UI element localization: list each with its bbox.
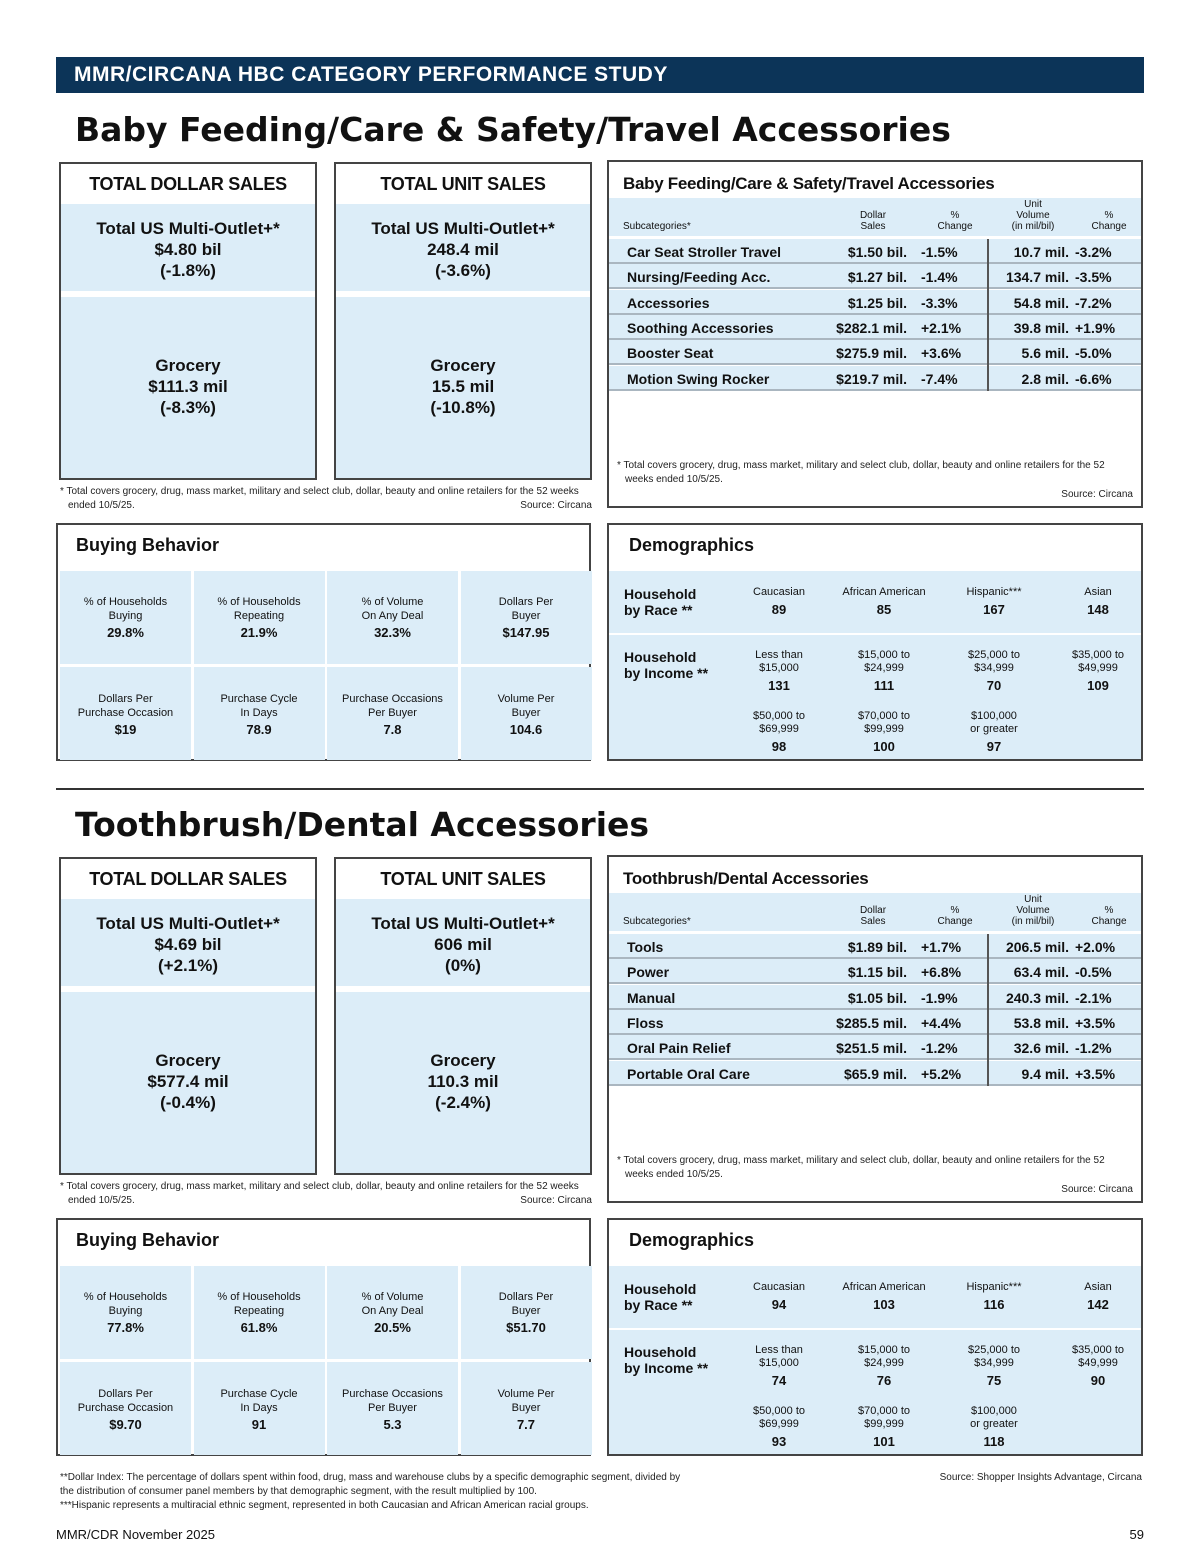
income-index-value: 101: [873, 1434, 895, 1449]
grocery-value: $577.4 mil: [147, 1072, 229, 1091]
subcategory-row: [609, 290, 1141, 315]
subcategory-row: [609, 1010, 1141, 1035]
row-unit-change: -3.5%: [1075, 269, 1112, 286]
income-label: Household by Income **: [624, 1344, 709, 1376]
income-index-value: 100: [873, 739, 895, 754]
race-index-value: 116: [983, 1297, 1005, 1312]
demographics-panel: [607, 1218, 1143, 1456]
row-name: Tools: [627, 939, 664, 955]
income-item: $25,000 to $34,999 70: [934, 649, 1054, 692]
income-index-value: 93: [771, 1434, 787, 1449]
row-name: Manual: [627, 989, 676, 1006]
subcategory-row: [609, 239, 1141, 264]
footnote-dollar-index: **Dollar Index: The percentage of dollars spent within food, drug, mass and warehouse clubs by a specific demographic segment, divided by the distribution of consumer panel members by that demographic segment, with the result multiplied by 100. ***Hispanic represents a multiracial ethnic segment, represented in both Caucasian and African American racial groups.: [60, 1472, 681, 1511]
race-item: Hispanic*** 116: [934, 1281, 1054, 1311]
subcategory-footnote: * Total covers grocery, drug, mass market, military and select club, dollar, beauty and online retailers for the 52 weeks ended 10/5/25.: [617, 1155, 1105, 1180]
row-dollar-change: -7.4%: [921, 370, 958, 387]
row-dollar-change: +2.1%: [921, 319, 962, 336]
row-dollar-change: -1.4%: [921, 269, 958, 286]
page-banner: MMR/CIRCANA HBC CATEGORY PERFORMANCE STUDY: [56, 57, 1144, 93]
subcategory-table: [607, 855, 1143, 1203]
column-divider: [987, 934, 989, 1086]
buying-metric: Dollars Per Buyer $147.95: [461, 571, 592, 664]
row-unit-change: -0.5%: [1075, 964, 1112, 981]
buying-metric: % of Volume On Any Deal 20.5%: [327, 1266, 458, 1359]
race-index-value: 142: [1087, 1297, 1109, 1312]
grocery-value: $111.3 mil: [148, 377, 228, 396]
us-label: Total US Multi-Outlet+*: [371, 219, 555, 238]
income-item: $25,000 to $34,999 75: [934, 1344, 1054, 1387]
race-item: African American 103: [824, 1281, 944, 1311]
subcategory-table: [607, 160, 1143, 508]
buying-metric-value: 104.6: [509, 722, 543, 737]
us-value: $4.69 bil: [154, 935, 222, 954]
subcategory-row: [609, 340, 1141, 365]
buying-metric: Dollars Per Purchase Occasion $19: [60, 667, 191, 760]
income-label: Household by Income **: [624, 649, 709, 681]
subcategory-row: [609, 985, 1141, 1010]
row-dollar-sales: $1.15 bil.: [847, 964, 907, 981]
income-index-value: 90: [1090, 1373, 1106, 1388]
race-index-value: 167: [983, 602, 1005, 617]
buying-metric-value: 61.8%: [240, 1320, 278, 1335]
subcategory-title: Baby Feeding/Care & Safety/Travel Accessories: [623, 174, 995, 193]
grocery-label: Grocery: [430, 1051, 496, 1070]
income-item: $50,000 to $69,999 93: [719, 1405, 839, 1448]
buying-metric: Volume Per Buyer 7.7: [461, 1362, 592, 1455]
subcategory-row: [609, 264, 1141, 289]
subcategory-row: [609, 959, 1141, 984]
buying-behavior-panel: [56, 1218, 591, 1456]
income-index-value: 109: [1087, 678, 1109, 693]
row-dollar-change: -1.2%: [921, 1040, 958, 1057]
subcategory-row: [609, 934, 1141, 959]
us-multi-outlet-panel: [61, 899, 315, 989]
buying-metric-value: 78.9: [246, 722, 272, 737]
race-label: Household by Race **: [624, 1281, 697, 1313]
sales-footnote: * Total covers grocery, drug, mass market, military and select club, dollar, beauty and online retailers for the 52 weeks ended 10/5/25. Source: Circana: [60, 1181, 592, 1206]
us-change: (-3.6%): [435, 261, 491, 280]
sales-box-heading: TOTAL UNIT SALES: [336, 164, 590, 204]
grocery-value: 15.5 mil: [431, 377, 495, 396]
buying-metric: % of Households Repeating 21.9%: [194, 571, 325, 664]
row-dollar-sales: $285.5 mil.: [836, 1014, 907, 1031]
income-item: Less than $15,000 74: [719, 1344, 839, 1387]
subcategory-row: [609, 1061, 1141, 1086]
subcategory-row: [609, 1035, 1141, 1060]
us-label: Total US Multi-Outlet+*: [96, 914, 280, 933]
race-item: African American 85: [824, 586, 944, 616]
us-label: Total US Multi-Outlet+*: [96, 219, 280, 238]
buying-metric-value: 29.8%: [107, 625, 144, 640]
col-subcategories: Subcategories*: [623, 916, 691, 927]
demographics-title: Demographics: [629, 535, 755, 555]
income-item: $100,000 or greater 118: [934, 1405, 1054, 1448]
race-index-value: 89: [771, 602, 787, 617]
buying-metric: % of Households Repeating 61.8%: [194, 1266, 325, 1359]
us-change: (0%): [445, 956, 481, 975]
race-index-value: 85: [876, 602, 892, 617]
buying-metric-value: 77.8%: [107, 1320, 144, 1335]
row-unit-change: -2.1%: [1075, 989, 1112, 1006]
income-item: $70,000 to $99,999 100: [824, 710, 944, 753]
section-title: Baby Feeding/Care & Safety/Travel Accessories: [75, 110, 951, 149]
col-unit-volume: Unit Volume (in mil/bil): [1011, 894, 1055, 927]
row-unit-volume: 206.5 mil.: [1005, 939, 1069, 955]
row-dollar-sales: $1.05 bil.: [847, 989, 907, 1006]
income-index-value: 97: [986, 739, 1002, 754]
row-dollar-sales: $1.89 bil.: [847, 939, 907, 955]
buying-metric: Purchase Cycle In Days 78.9: [194, 667, 325, 760]
row-dollar-sales: $65.9 mil.: [843, 1065, 907, 1082]
income-index-value: 75: [986, 1373, 1002, 1388]
row-unit-volume: 5.6 mil.: [1021, 345, 1069, 362]
row-dollar-sales: $1.25 bil.: [847, 294, 907, 311]
row-unit-volume: 2.8 mil.: [1021, 370, 1069, 387]
footnote-source: Source: Shopper Insights Advantage, Circana: [939, 1472, 1142, 1483]
sales-source: Source: Circana: [520, 500, 592, 511]
us-multi-outlet-panel: [61, 204, 315, 294]
grocery-change: (-8.3%): [160, 398, 216, 417]
us-change: (-1.8%): [160, 261, 216, 280]
row-unit-volume: 63.4 mil.: [1013, 964, 1069, 981]
section-title: Toothbrush/Dental Accessories: [75, 805, 650, 844]
col-dollar-sales: Dollar Sales: [859, 905, 887, 927]
us-label: Total US Multi-Outlet+*: [371, 914, 555, 933]
income-index-value: 131: [768, 678, 790, 693]
buying-behavior-panel: [56, 523, 591, 761]
row-name: Floss: [627, 1014, 664, 1031]
row-name: Car Seat Stroller Travel: [627, 244, 782, 260]
grocery-panel: [336, 992, 590, 1173]
row-dollar-sales: $275.9 mil.: [836, 345, 907, 362]
row-unit-volume: 53.8 mil.: [1013, 1014, 1069, 1031]
subcategory-title: Toothbrush/Dental Accessories: [623, 869, 869, 888]
row-dollar-change: -1.9%: [921, 989, 958, 1006]
row-unit-change: +3.5%: [1075, 1065, 1116, 1082]
income-index-value: 70: [986, 678, 1002, 693]
section-divider: [56, 788, 1144, 790]
col-dollar-sales: Dollar Sales: [859, 210, 887, 232]
buying-metric-value: $19: [114, 722, 137, 737]
row-name: Booster Seat: [627, 345, 714, 362]
income-item: $35,000 to $49,999 109: [1038, 649, 1158, 692]
buying-metric-value: 32.3%: [374, 625, 411, 640]
buying-metric-value: $147.95: [502, 625, 550, 640]
demographics-title: Demographics: [629, 1230, 755, 1250]
race-item: Caucasian 94: [719, 1281, 839, 1311]
row-unit-change: +3.5%: [1075, 1014, 1116, 1031]
demographics-panel: [607, 523, 1143, 761]
subcategory-source: Source: Circana: [1061, 1184, 1133, 1195]
row-dollar-sales: $1.27 bil.: [847, 269, 907, 286]
row-name: Oral Pain Relief: [627, 1040, 731, 1057]
race-index-value: 103: [873, 1297, 895, 1312]
row-dollar-change: -3.3%: [921, 294, 958, 311]
row-unit-change: +1.9%: [1075, 319, 1116, 336]
subcategory-footnote: * Total covers grocery, drug, mass market, military and select club, dollar, beauty and online retailers for the 52 weeks ended 10/5/25.: [617, 460, 1105, 485]
income-index-value: 118: [983, 1434, 1005, 1449]
row-unit-volume: 9.4 mil.: [1021, 1065, 1069, 1082]
buying-metric-value: 91: [251, 1417, 267, 1432]
grocery-change: (-10.8%): [430, 398, 496, 417]
us-value: 248.4 mil: [427, 240, 499, 259]
buying-metric: Purchase Occasions Per Buyer 7.8: [327, 667, 458, 760]
row-unit-change: -1.2%: [1075, 1040, 1112, 1057]
income-item: $15,000 to $24,999 76: [824, 1344, 944, 1387]
buying-metric: % of Volume On Any Deal 32.3%: [327, 571, 458, 664]
income-index-value: 98: [771, 739, 787, 754]
row-name: Soothing Accessories: [627, 319, 774, 336]
grocery-label: Grocery: [155, 1051, 221, 1070]
buying-metric: Purchase Occasions Per Buyer 5.3: [327, 1362, 458, 1455]
row-name: Power: [627, 964, 670, 981]
row-name: Accessories: [627, 294, 710, 311]
footer-publication: MMR/CDR November 2025: [56, 1527, 215, 1542]
buying-behavior-title: Buying Behavior: [76, 535, 220, 555]
row-unit-change: -6.6%: [1075, 370, 1112, 387]
subcategory-header: [609, 893, 1141, 931]
subcategory-header: [609, 198, 1141, 236]
total-unit-sales-box: [334, 857, 592, 1175]
row-dollar-change: +3.6%: [921, 345, 962, 362]
income-index-value: 111: [873, 678, 895, 693]
row-unit-change: -5.0%: [1075, 345, 1112, 362]
buying-metric-value: 7.7: [516, 1417, 536, 1432]
row-unit-volume: 10.7 mil.: [1013, 244, 1069, 260]
race-item: Asian 148: [1038, 586, 1158, 616]
race-item: Hispanic*** 167: [934, 586, 1054, 616]
income-item: $35,000 to $49,999 90: [1038, 1344, 1158, 1387]
buying-metric: Purchase Cycle In Days 91: [194, 1362, 325, 1455]
col-subcategories: Subcategories*: [623, 221, 691, 232]
row-name: Nursing/Feeding Acc.: [627, 269, 771, 286]
row-dollar-change: -1.5%: [921, 244, 958, 260]
race-item: Caucasian 89: [719, 586, 839, 616]
subcategory-source: Source: Circana: [1061, 489, 1133, 500]
col-unit-volume: Unit Volume (in mil/bil): [1011, 199, 1055, 232]
grocery-label: Grocery: [155, 356, 221, 375]
buying-metric-value: $51.70: [506, 1320, 546, 1335]
income-index-value: 74: [771, 1373, 787, 1388]
row-name: Portable Oral Care: [627, 1065, 750, 1082]
sales-footnote: * Total covers grocery, drug, mass market, military and select club, dollar, beauty and online retailers for the 52 weeks ended 10/5/25. Source: Circana: [60, 486, 592, 511]
sales-box-heading: TOTAL DOLLAR SALES: [61, 859, 315, 899]
income-index-value: 76: [876, 1373, 892, 1388]
income-item: $15,000 to $24,999 111: [824, 649, 944, 692]
buying-metric-value: $9.70: [109, 1417, 142, 1432]
subcategory-row: [609, 366, 1141, 391]
buying-metric-value: 7.8: [383, 722, 402, 737]
total-dollar-sales-box: [59, 857, 317, 1175]
grocery-change: (-2.4%): [435, 1093, 491, 1112]
grocery-panel: [61, 297, 315, 478]
row-unit-volume: 39.8 mil.: [1013, 319, 1069, 336]
row-dollar-change: +4.4%: [921, 1014, 962, 1031]
buying-metric-value: 21.9%: [240, 625, 278, 640]
sales-box-heading: TOTAL UNIT SALES: [336, 859, 590, 899]
buying-metric-value: 20.5%: [374, 1320, 411, 1335]
income-item: $70,000 to $99,999 101: [824, 1405, 944, 1448]
col-unit-change: % Change: [1091, 905, 1127, 927]
income-item: $50,000 to $69,999 98: [719, 710, 839, 753]
subcategory-row: [609, 315, 1141, 340]
row-dollar-sales: $251.5 mil.: [836, 1040, 907, 1057]
row-dollar-change: +1.7%: [921, 939, 962, 955]
us-value: 606 mil: [434, 935, 492, 954]
race-index-value: 94: [771, 1297, 787, 1312]
buying-metric: Dollars Per Purchase Occasion $9.70: [60, 1362, 191, 1455]
row-unit-volume: 54.8 mil.: [1013, 294, 1069, 311]
row-dollar-sales: $1.50 bil.: [847, 244, 907, 260]
row-unit-volume: 134.7 mil.: [1005, 269, 1069, 286]
grocery-panel: [61, 992, 315, 1173]
income-item: Less than $15,000 131: [719, 649, 839, 692]
buying-metric: Dollars Per Buyer $51.70: [461, 1266, 592, 1359]
sales-source: Source: Circana: [520, 1195, 592, 1206]
grocery-change: (-0.4%): [160, 1093, 216, 1112]
buying-metric: Volume Per Buyer 104.6: [461, 667, 592, 760]
us-change: (+2.1%): [158, 956, 218, 975]
grocery-panel: [336, 297, 590, 478]
us-value: $4.80 bil: [154, 240, 222, 259]
grocery-value: 110.3 mil: [427, 1072, 499, 1091]
total-dollar-sales-box: [59, 162, 317, 480]
income-item: $100,000 or greater 97: [934, 710, 1054, 753]
buying-metric-value: 5.3: [383, 1417, 402, 1432]
column-divider: [987, 239, 989, 391]
col-dollar-change: % Change: [937, 905, 973, 927]
buying-metric: % of Households Buying 29.8%: [60, 571, 191, 664]
row-dollar-change: +6.8%: [921, 964, 962, 981]
us-multi-outlet-panel: [336, 899, 590, 989]
col-dollar-change: % Change: [937, 210, 973, 232]
us-multi-outlet-panel: [336, 204, 590, 294]
row-unit-change: -3.2%: [1075, 244, 1112, 260]
race-index-value: 148: [1087, 602, 1109, 617]
row-unit-change: +2.0%: [1075, 939, 1116, 955]
total-unit-sales-box: [334, 162, 592, 480]
row-unit-volume: 32.6 mil.: [1013, 1040, 1069, 1057]
row-unit-volume: 240.3 mil.: [1005, 989, 1069, 1006]
race-label: Household by Race **: [624, 586, 697, 618]
buying-metric: % of Households Buying 77.8%: [60, 1266, 191, 1359]
row-name: Motion Swing Rocker: [627, 370, 770, 387]
grocery-label: Grocery: [430, 356, 496, 375]
sales-box-heading: TOTAL DOLLAR SALES: [61, 164, 315, 204]
row-dollar-sales: $219.7 mil.: [836, 370, 907, 387]
race-item: Asian 142: [1038, 1281, 1158, 1311]
footer-page-number: 59: [1129, 1527, 1144, 1542]
col-unit-change: % Change: [1091, 210, 1127, 232]
row-dollar-change: +5.2%: [921, 1065, 962, 1082]
buying-behavior-title: Buying Behavior: [76, 1230, 220, 1250]
row-unit-change: -7.2%: [1075, 294, 1112, 311]
row-dollar-sales: $282.1 mil.: [836, 319, 907, 336]
